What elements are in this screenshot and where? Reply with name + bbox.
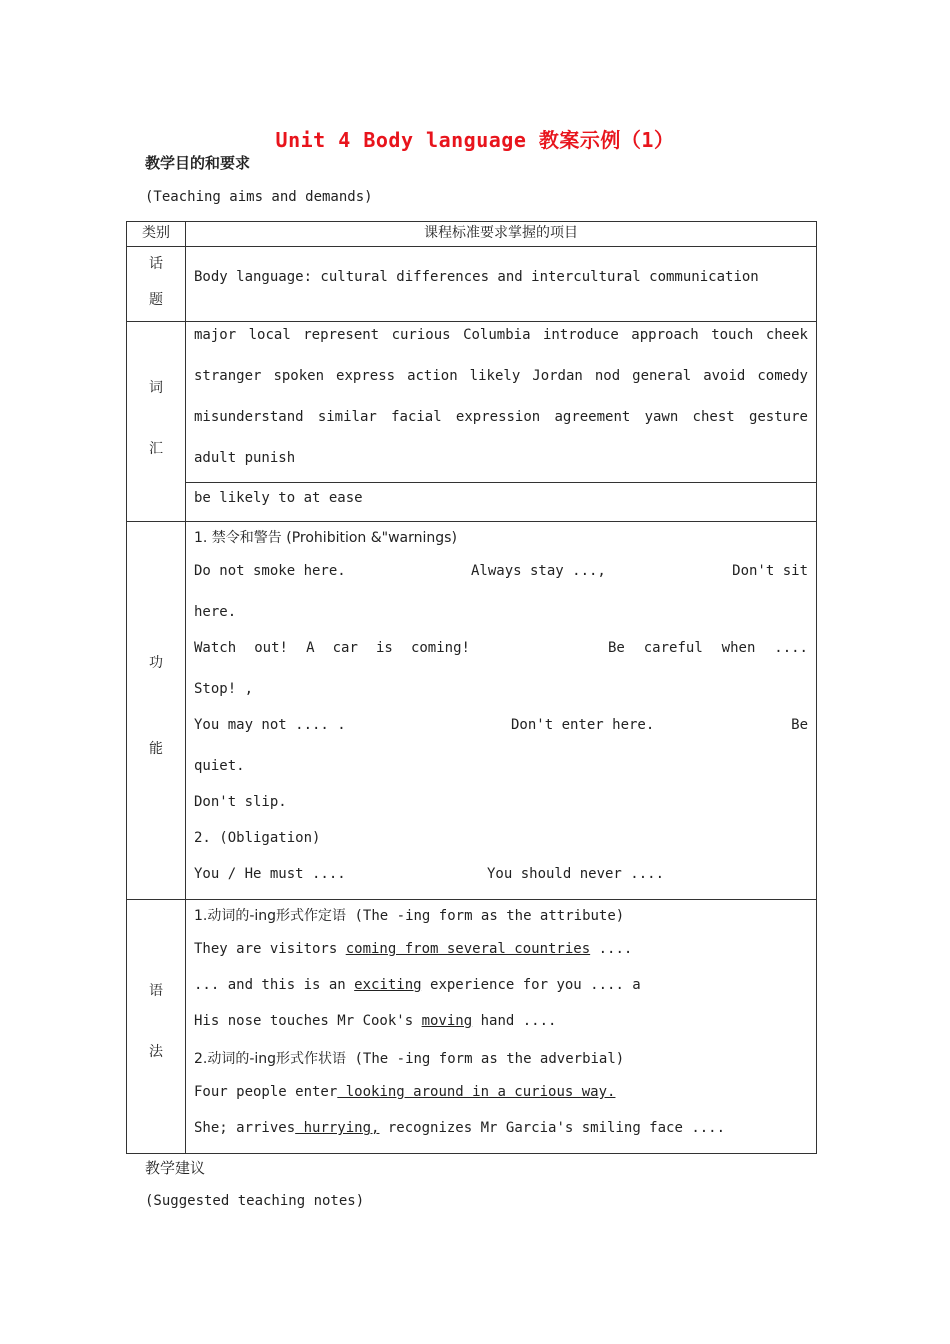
vocab-label-1: 词 — [149, 380, 163, 396]
function-line-5c: Be — [791, 717, 808, 733]
function-line-7: Don't slip. — [194, 794, 287, 810]
function-item2-title: 2. (Obligation) — [194, 830, 321, 846]
function-line-8a: You / He must .... — [194, 866, 346, 882]
word: chest — [692, 409, 735, 425]
topic-row — [127, 247, 817, 322]
grammar-label-2: 法 — [149, 1044, 163, 1060]
word: likely — [469, 368, 521, 384]
function-item1-title: 1. 禁令和警告 (Prohibition &"warnings) — [194, 530, 457, 546]
word: Be — [608, 640, 625, 656]
function-line-5b: Don't enter here. — [511, 717, 655, 733]
word: yawn — [644, 409, 679, 425]
function-line-1b: Always stay ..., — [471, 563, 606, 579]
topic-label-1: 话 — [149, 256, 163, 272]
word: nod — [594, 368, 621, 384]
word: approach — [631, 327, 699, 343]
word: coming! — [410, 640, 470, 656]
vocab-category — [127, 322, 186, 522]
suggest-heading-en: (Suggested teaching notes) — [145, 1193, 365, 1209]
word: gesture — [748, 409, 808, 425]
topic-category — [127, 247, 186, 322]
word: comedy — [757, 368, 808, 384]
grammar-g1-line-1: They are visitors coming from several countries .... — [194, 941, 633, 957]
word: agreement — [554, 409, 631, 425]
grammar-row — [127, 900, 817, 1154]
function-line-6: quiet. — [194, 758, 245, 774]
function-line-3b — [608, 640, 808, 656]
word: Watch — [194, 640, 237, 656]
function-line-8b: You should never .... — [487, 866, 665, 882]
function-category — [127, 522, 186, 900]
header-category: 类别 — [127, 222, 186, 247]
word: avoid — [703, 368, 746, 384]
function-line-5a: You may not .... . — [194, 717, 346, 733]
word: when — [721, 640, 756, 656]
vocab-words — [186, 322, 817, 483]
aims-heading-cn: 教学目的和要求 — [145, 154, 251, 172]
function-label-1: 功 — [149, 655, 163, 671]
grammar-g1-line-2: ... and this is an exciting experience for you .... a — [194, 977, 641, 993]
word: is — [375, 640, 393, 656]
grammar-g1-title: 1.动词的-ing形式作定语 (The -ing form as the attribute) — [194, 908, 625, 924]
vocab-row — [127, 322, 817, 483]
header-items: 课程标准要求掌握的项目 — [186, 222, 817, 247]
word: careful — [643, 640, 703, 656]
word: car — [332, 640, 358, 656]
word: expression — [455, 409, 541, 425]
word: touch — [711, 327, 754, 343]
grammar-category — [127, 900, 186, 1154]
document-title: Unit 4 Body language 教案示例（1） — [275, 128, 675, 152]
function-line-3a — [194, 640, 470, 656]
word: Jordan — [532, 368, 583, 384]
word: action — [407, 368, 458, 384]
topic-text: Body language: cultural differences and intercultural communication — [194, 269, 759, 285]
aims-heading-en: (Teaching aims and demands) — [145, 189, 373, 205]
word: misunderstand — [194, 409, 304, 425]
grammar-content — [186, 900, 817, 1154]
topic-content — [186, 247, 817, 322]
word: A — [306, 640, 315, 656]
function-row — [127, 522, 817, 900]
word: .... — [774, 640, 808, 656]
word: major — [194, 327, 237, 343]
vocab-line-3 — [194, 409, 808, 425]
function-line-1c: Don't sit — [732, 563, 808, 579]
grammar-g2-title: 2.动词的-ing形式作状语 (The -ing form as the adverbial) — [194, 1051, 625, 1067]
word: cheek — [765, 327, 808, 343]
grammar-g2-line-1: Four people enter looking around in a curious way. — [194, 1084, 616, 1100]
word: introduce — [542, 327, 619, 343]
vocab-line-2 — [194, 368, 808, 384]
vocab-phrases-row — [127, 483, 817, 522]
function-line-4: Stop! , — [194, 681, 254, 697]
vocab-line-4: adult punish — [194, 450, 296, 466]
word: Columbia — [463, 327, 531, 343]
vocab-phrases-text: be likely to at ease — [194, 490, 363, 506]
topic-label-2: 题 — [149, 292, 163, 308]
suggest-heading-cn: 教学建议 — [145, 1159, 206, 1177]
grammar-g2-line-2: She; arrives hurrying, recognizes Mr Garcia's smiling face .... — [194, 1120, 726, 1136]
function-label-2: 能 — [149, 741, 163, 757]
word: out! — [254, 640, 288, 656]
function-line-1a: Do not smoke here. — [194, 563, 346, 579]
word: local — [248, 327, 291, 343]
grammar-label-1: 语 — [149, 983, 163, 999]
vocab-phrases — [186, 483, 817, 522]
word: spoken — [273, 368, 325, 384]
word: similar — [317, 409, 377, 425]
aims-table — [126, 221, 817, 1154]
word: express — [336, 368, 396, 384]
vocab-label-2: 汇 — [149, 441, 163, 457]
function-line-2: here. — [194, 604, 237, 620]
table-header-row — [127, 222, 817, 247]
vocab-line-1 — [194, 327, 808, 343]
word: general — [632, 368, 692, 384]
word: facial — [391, 409, 442, 425]
word: curious — [391, 327, 451, 343]
word: represent — [303, 327, 380, 343]
grammar-g1-line-3: His nose touches Mr Cook's moving hand .... — [194, 1013, 557, 1029]
word: stranger — [194, 368, 262, 384]
function-content — [186, 522, 817, 900]
